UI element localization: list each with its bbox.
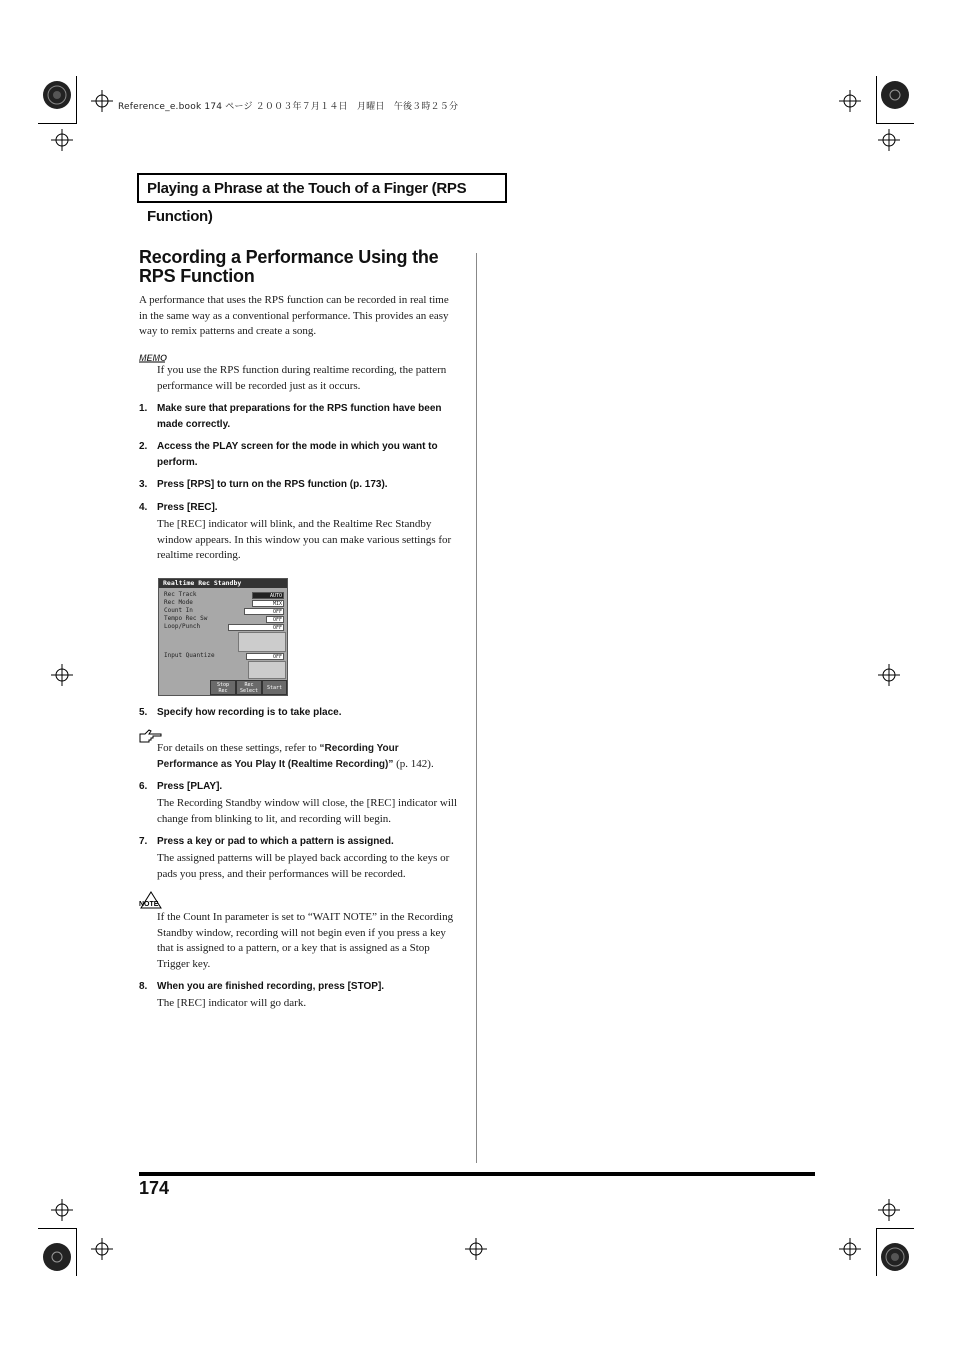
trim-line	[76, 76, 77, 124]
registration-target-top-right	[880, 80, 910, 110]
section-title-text: Playing a Phrase at the Touch of a Finger (RPS Function)	[147, 180, 467, 225]
start-button: Start	[262, 680, 287, 695]
print-header-info: Reference_e.book 174 ページ ２００３年７月１４日 月曜日 午後３時２５分	[118, 102, 459, 112]
intro-block	[139, 293, 459, 340]
footer-rule	[139, 1172, 815, 1176]
screen-param-value: OFF	[244, 608, 284, 615]
step-4-description	[157, 517, 457, 564]
page-number: 174	[139, 1178, 170, 1198]
step-8-description	[157, 996, 457, 1012]
step-number: 7.	[139, 836, 148, 847]
screen-grid	[248, 661, 286, 679]
step-instruction: Access the PLAY screen for the mode in which you want to perform.	[157, 441, 438, 468]
screen-param-label: Count In	[164, 607, 193, 614]
step-5	[139, 705, 457, 721]
step-instruction: Press [REC].	[157, 502, 218, 513]
crosshair-mark-top-right-lower	[878, 129, 900, 151]
svg-text:MEMO: MEMO	[139, 353, 167, 363]
screen-param-label: Tempo Rec Sw	[164, 615, 208, 622]
crosshair-mark-bottom-right-upper	[878, 1199, 900, 1221]
column-divider	[476, 253, 477, 1163]
step-4	[139, 500, 457, 516]
step-number: 6.	[139, 781, 148, 792]
reference-block	[157, 741, 457, 772]
step-3	[139, 477, 457, 493]
step-number: 3.	[139, 479, 148, 490]
trim-line	[876, 1228, 877, 1276]
crosshair-mark-bottom-left-upper	[51, 1199, 73, 1221]
step-description: The Recording Standby window will close, the [REC] indicator will change from blinking to lit, and recording will begin.	[157, 797, 458, 825]
screen-param-label: Input Quantize	[164, 652, 215, 659]
step-number: 5.	[139, 707, 148, 718]
reference-suffix: (p. 142).	[393, 757, 434, 770]
stop-rec-button: Stop Rec	[210, 680, 236, 695]
trim-line	[876, 76, 877, 124]
step-2	[139, 439, 457, 471]
screen-title: Realtime Rec Standby	[159, 579, 287, 588]
step-description: The [REC] indicator will go dark.	[157, 997, 307, 1009]
step-6-description	[157, 796, 457, 827]
screen-param-label: Rec Track	[164, 591, 197, 598]
svg-text:NOTE: NOTE	[139, 901, 159, 908]
step-number: 2.	[139, 441, 148, 452]
step-description: The [REC] indicator will blink, and the Realtime Rec Standby window appears. In this window you can make various settings for realtime recording.	[157, 518, 452, 562]
page-heading: Recording a Performance Using the RPS Function	[139, 247, 439, 286]
step-instruction: Press [PLAY].	[157, 781, 223, 792]
step-instruction: Specify how recording is to take place.	[157, 707, 342, 718]
screen-param-label: Rec Mode	[164, 599, 193, 606]
screen-param-value: OFF	[246, 653, 284, 660]
step-number: 4.	[139, 502, 148, 513]
registration-target-bottom-left	[42, 1242, 72, 1272]
crosshair-mark-top-left	[91, 90, 113, 112]
registration-target-top-left	[42, 80, 72, 110]
step-instruction: Press a key or pad to which a pattern is assigned.	[157, 836, 394, 847]
step-8	[139, 979, 457, 995]
step-description: The assigned patterns will be played back according to the keys or pads you press, and their performances will be recorded.	[157, 852, 450, 880]
step-7-description	[157, 851, 457, 882]
step-instruction: Press [RPS] to turn on the RPS function (p. 173).	[157, 479, 388, 490]
step-number: 1.	[139, 403, 148, 414]
realtime-rec-standby-screen	[158, 578, 288, 696]
memo-block	[157, 363, 457, 394]
trim-line	[876, 123, 914, 124]
crosshair-mark-bottom-center	[465, 1238, 487, 1260]
crosshair-mark-top-right	[839, 90, 861, 112]
step-number: 8.	[139, 981, 148, 992]
note-text: If the Count In parameter is set to “WAIT NOTE” in the Recording Standby window, recording will not begin even if you press a key that is assigned to a pattern, or a key that is assigned as a Stop Trigger key.	[157, 911, 454, 970]
step-instruction: When you are finished recording, press [STOP].	[157, 981, 385, 992]
reference-prefix: For details on these settings, refer to	[157, 742, 320, 754]
trim-line	[38, 123, 76, 124]
screen-param-label: Loop/Punch	[164, 623, 201, 630]
memo-text: If you use the RPS function during realtime recording, the pattern performance will be recorded just as it occurs.	[157, 364, 447, 392]
trim-line	[876, 1228, 914, 1229]
crosshair-mark-middle-right	[878, 664, 900, 686]
screen-param-value: OFF	[266, 616, 284, 623]
screen-grid	[238, 632, 286, 652]
trim-line	[38, 1228, 76, 1229]
note-block	[157, 910, 457, 972]
step-instruction: Make sure that preparations for the RPS function have been made correctly.	[157, 403, 442, 430]
crosshair-mark-middle-left	[51, 664, 73, 686]
screen-param-value: MIX	[252, 600, 284, 607]
rec-select-button: Rec Select	[236, 680, 262, 695]
trim-line	[76, 1228, 77, 1276]
reference-link: “Recording Your Performance as You Play It (Realtime Recording)”	[157, 743, 399, 770]
reference-text	[157, 741, 457, 772]
intro-paragraph: A performance that uses the RPS function can be recorded in real time in the same way as a conventional performance. This provides an easy way to remix patterns and create a song.	[139, 294, 449, 338]
screen-param-value: AUTO	[252, 592, 284, 599]
screen-param-value: OFF	[228, 624, 284, 631]
crosshair-mark-top-left-lower	[51, 129, 73, 151]
step-7	[139, 834, 457, 850]
step-1	[139, 401, 457, 433]
step-6	[139, 779, 457, 795]
crosshair-mark-bottom-right	[839, 1238, 861, 1260]
section-title	[137, 173, 507, 225]
registration-target-bottom-right	[880, 1242, 910, 1272]
crosshair-mark-bottom-left	[91, 1238, 113, 1260]
